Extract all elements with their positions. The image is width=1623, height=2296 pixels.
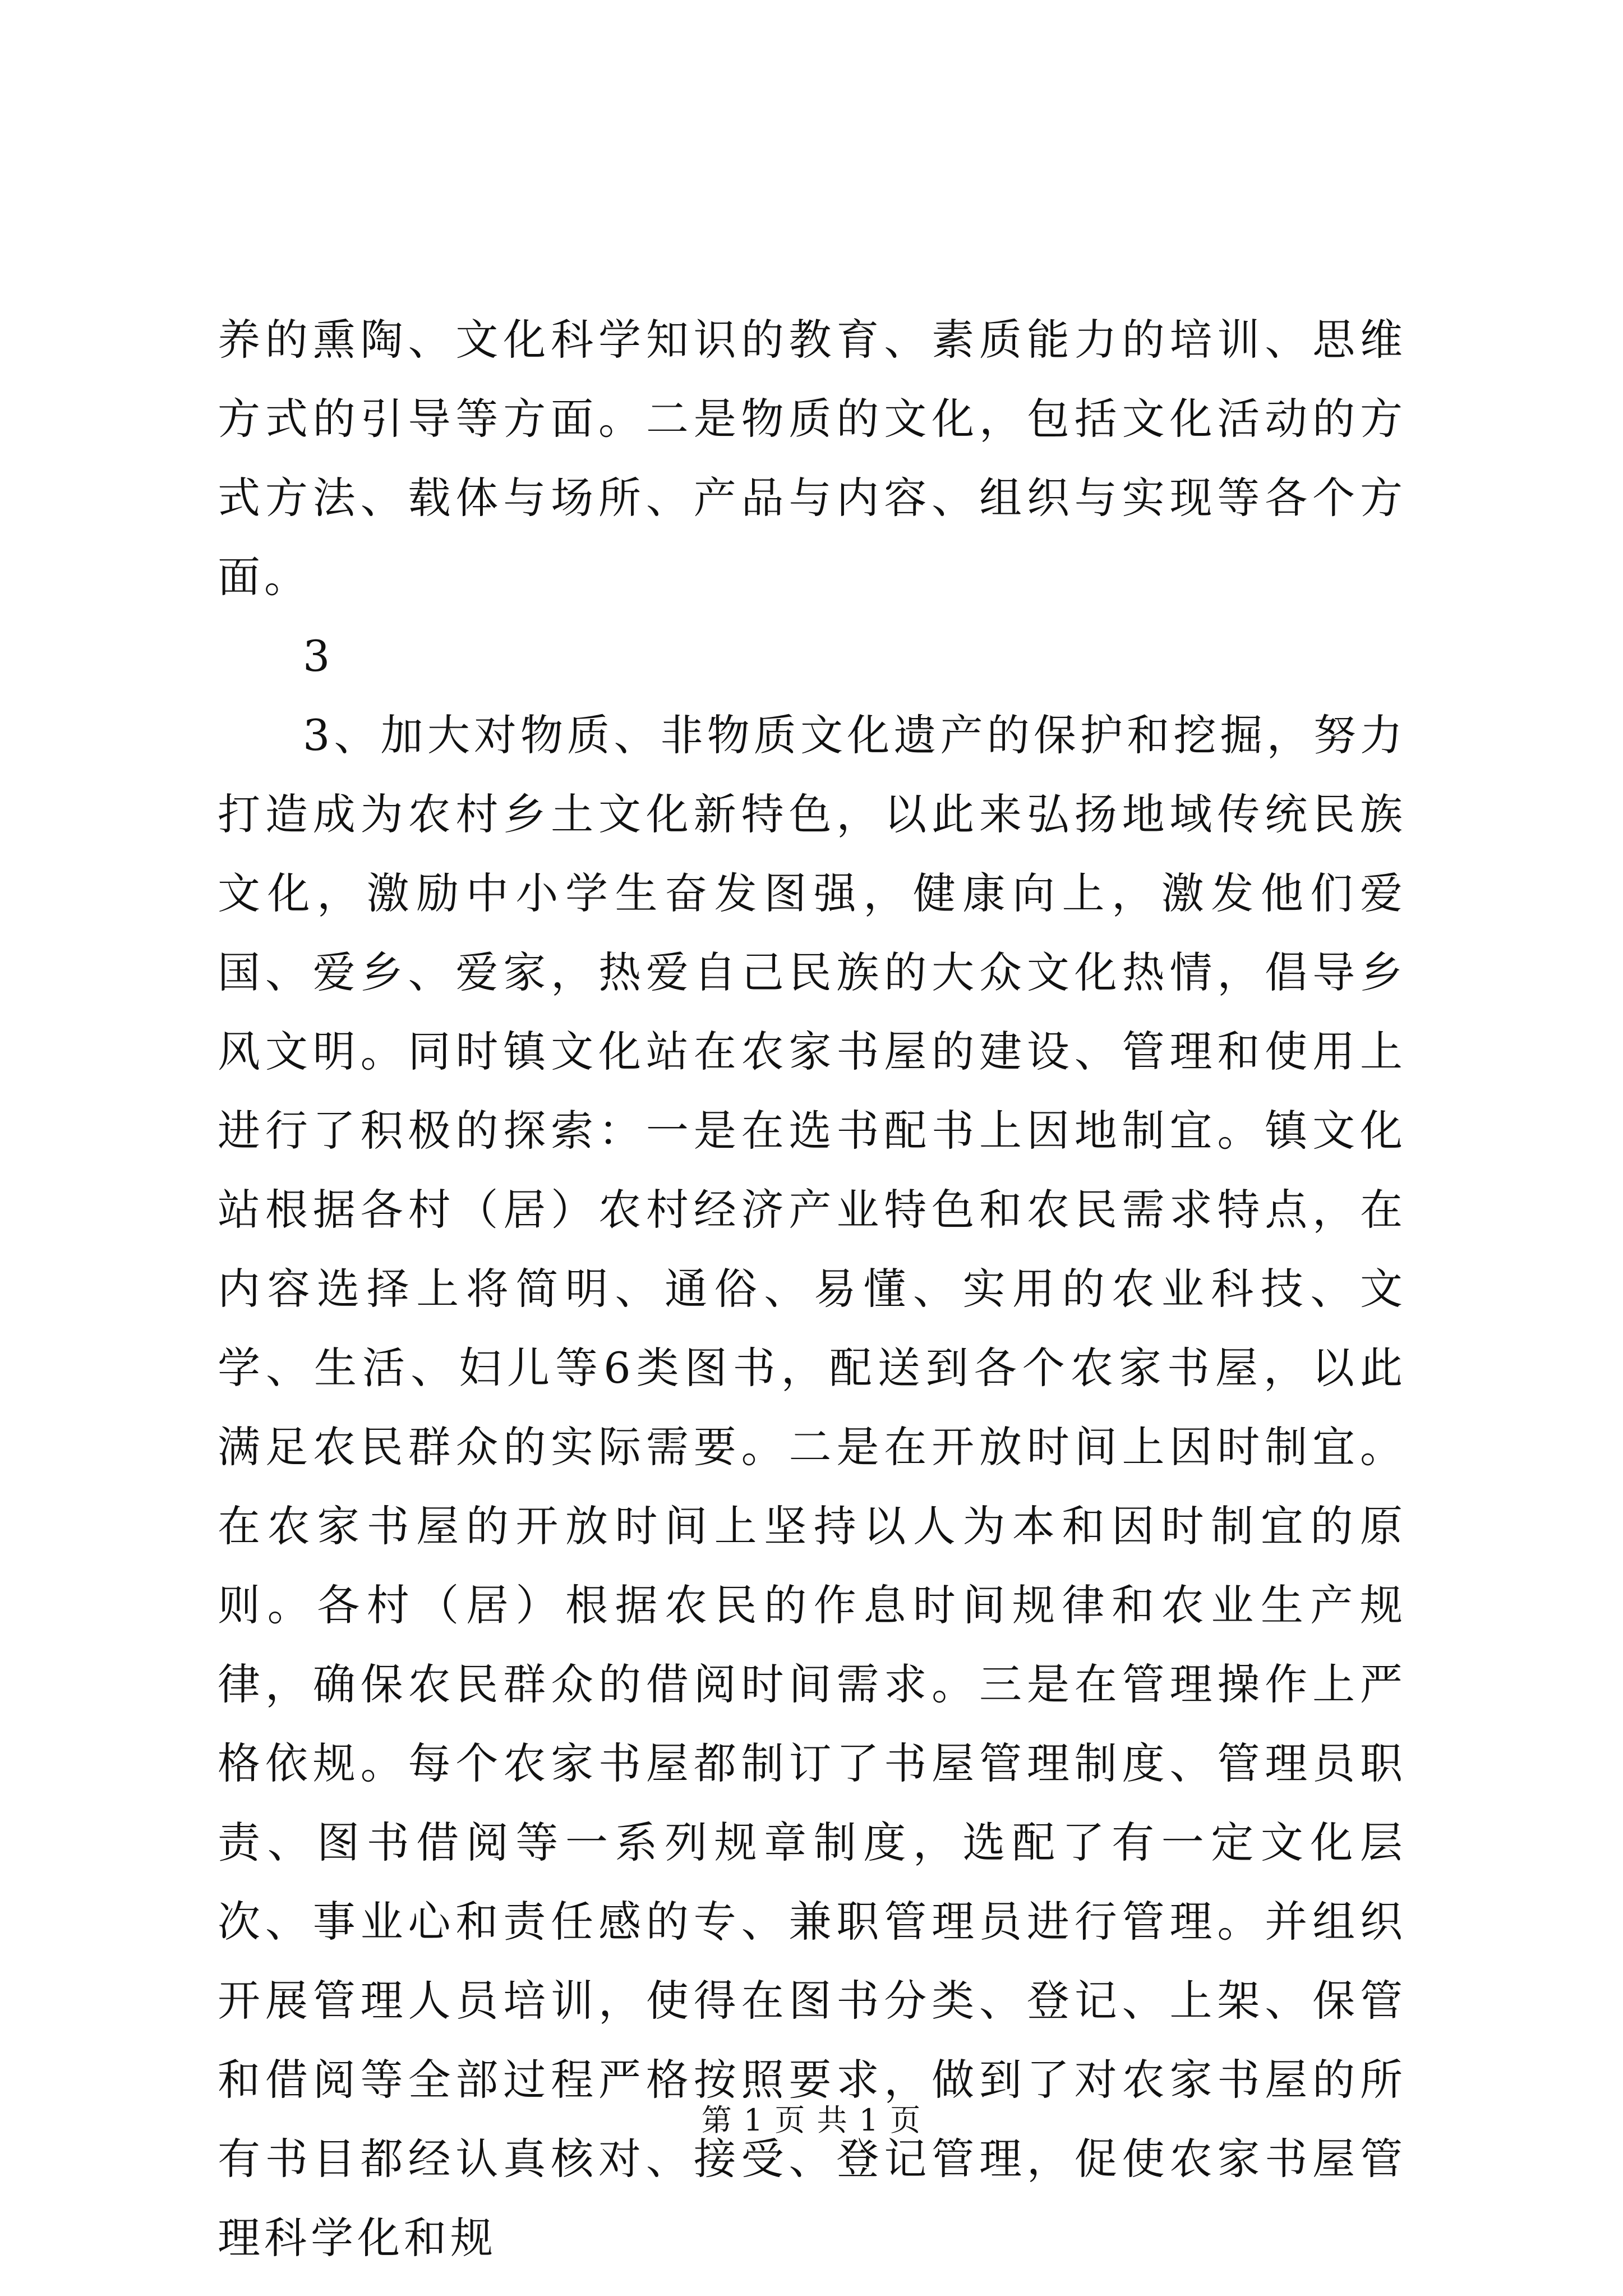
document-body — [218, 300, 1407, 2277]
paragraph-main: 3、加大对物质、非物质文化遗产的保护和挖掘，努力打造成为农村乡土文化新特色，以此来弘扬地域传统民族文化，激励中小学生奋发图强，健康向上，激发他们爱国、爱乡、爱家，热爱自己民族的大众文化热情，倡导乡风文明。同时镇文化站在农家书屋的建设、管理和使用上进行了积极的探索：一是在选书配书上因地制宜。镇文化站根据各村（居）农村经济产业特色和农民需求特点，在内容选择上将简明、通俗、易懂、实用的农业科技、文学、生活、妇儿等6类图书，配送到各个农家书屋，以此满足农民群众的实际需要。二是在开放时间上因时制宜。在农家书屋的开放时间上坚持以人为本和因时制宜的原则。各村（居）根据农民的作息时间规律和农业生产规律，确保农民群众的借阅时间需求。三是在管理操作上严格依规。每个农家书屋都制订了书屋管理制度、管理员职责、图书借阅等一系列规章制度，选配了有一定文化层次、事业心和责任感的专、兼职管理员进行管理。并组织开展管理人员培训，使得在图书分类、登记、上架、保管和借阅等全部过程严格按照要求，做到了对农家书屋的所有书目都经认真核对、接受、登记管理，促使农家书屋管理科学化和规 — [218, 710, 1407, 2263]
page-footer: 第 1 页 共 1 页 — [701, 2102, 922, 2138]
paragraph-number: 3 — [303, 631, 334, 681]
paragraph-continued: 养的熏陶、文化科学知识的教育、素质能力的培训、思维方式的引导等方面。二是物质的文化，包括文化活动的方式方法、载体与场所、产品与内容、组织与实现等各个方面。 — [218, 315, 1407, 602]
